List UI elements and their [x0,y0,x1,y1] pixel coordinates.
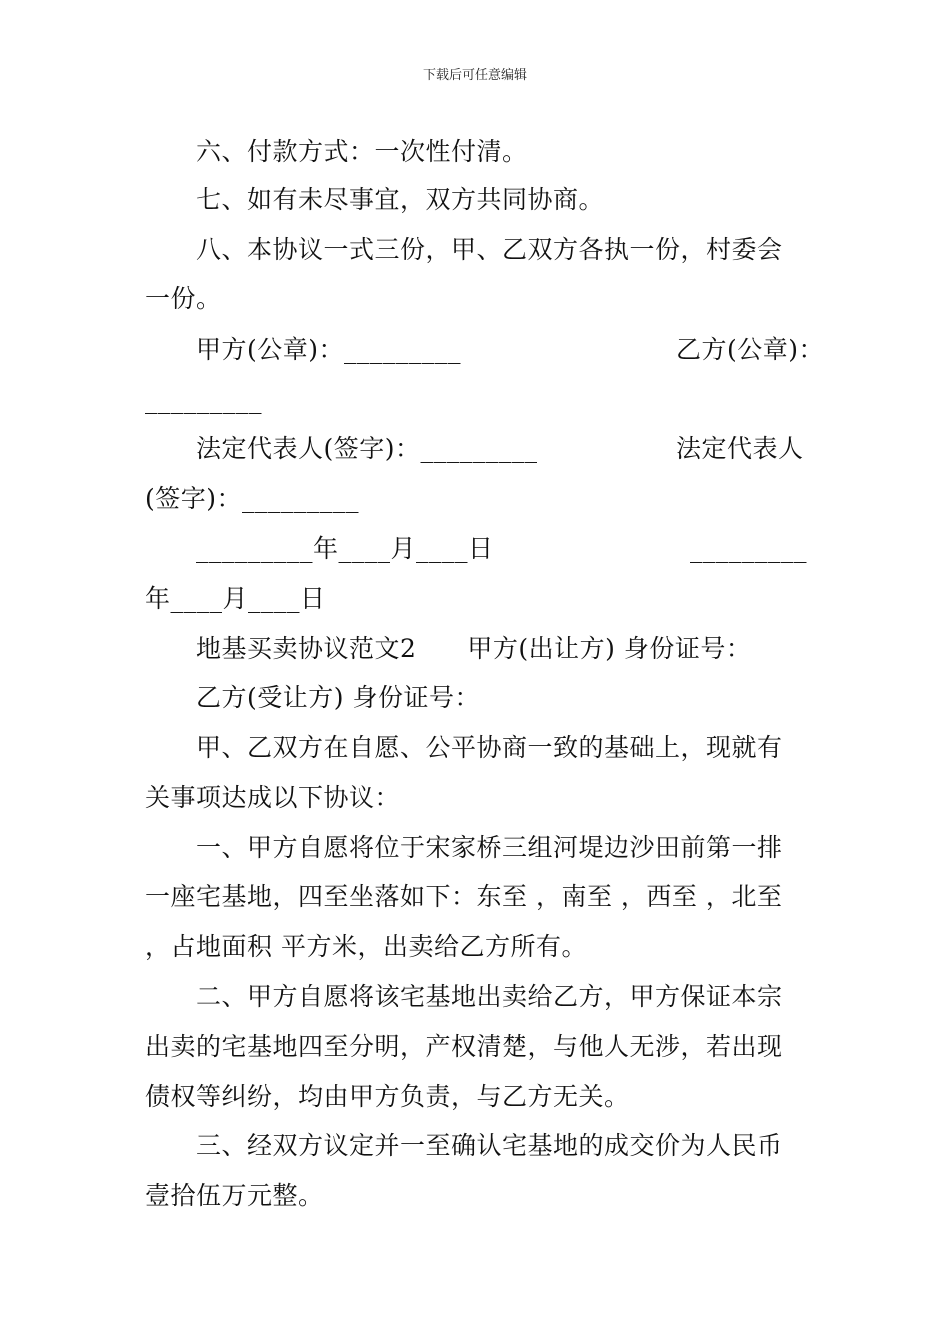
clause-8: 八、本协议一式三份，甲、乙双方各执一份，村委会 [196,235,783,264]
rep-a-sign: 法定代表人(签字)：_________ [196,434,538,463]
clause-6: 六、付款方式：一次性付清。 [196,137,528,166]
date-a: _________年____月____日 [196,534,494,563]
party-b-seal: 乙方(公章)： [676,335,825,364]
article-2-cont: 出卖的宅基地四至分明，产权清楚，与他人无涉，若出现 [145,1032,783,1061]
article-2-cont2: 债权等纠纷，均由甲方负责，与乙方无关。 [145,1082,630,1111]
preamble-cont: 关事项达成以下协议： [145,783,401,812]
date-b-blank: _________ [690,534,807,563]
preamble: 甲、乙双方在自愿、公平协商一致的基础上，现就有 [196,733,783,762]
rep-b-sign: (签字)：_________ [145,484,360,513]
page-header: 下载后可任意编辑 [422,68,527,83]
article-1-cont: 一座宅基地，四至坐落如下：东至 ，南至 ，西至 ，北至 [145,882,783,911]
article-2: 二、甲方自愿将该宅基地出卖给乙方，甲方保证本宗 [196,982,783,1011]
party-b-id: 乙方(受让方) 身份证号： [196,683,480,712]
article-1: 一、甲方自愿将位于宋家桥三组河堤边沙田前第一排 [196,833,783,862]
party-a-seal: 甲方(公章)：_________ [196,335,462,364]
section-title-2: 地基买卖协议范文2 甲方(出让方) 身份证号： [196,634,752,663]
clause-8-cont: 一份。 [145,284,222,313]
article-3-cont: 壹拾伍万元整。 [145,1181,324,1210]
party-b-seal-blank: _________ [145,385,262,414]
rep-b-label: 法定代表人 [676,434,804,463]
article-1-cont2: ，占地面积 平方米，出卖给乙方所有。 [145,932,587,961]
article-3: 三、经双方议定并一至确认宅基地的成交价为人民币 [196,1131,783,1160]
date-b: 年____月____日 [145,584,326,613]
clause-7: 七、如有未尽事宜，双方共同协商。 [196,185,605,214]
